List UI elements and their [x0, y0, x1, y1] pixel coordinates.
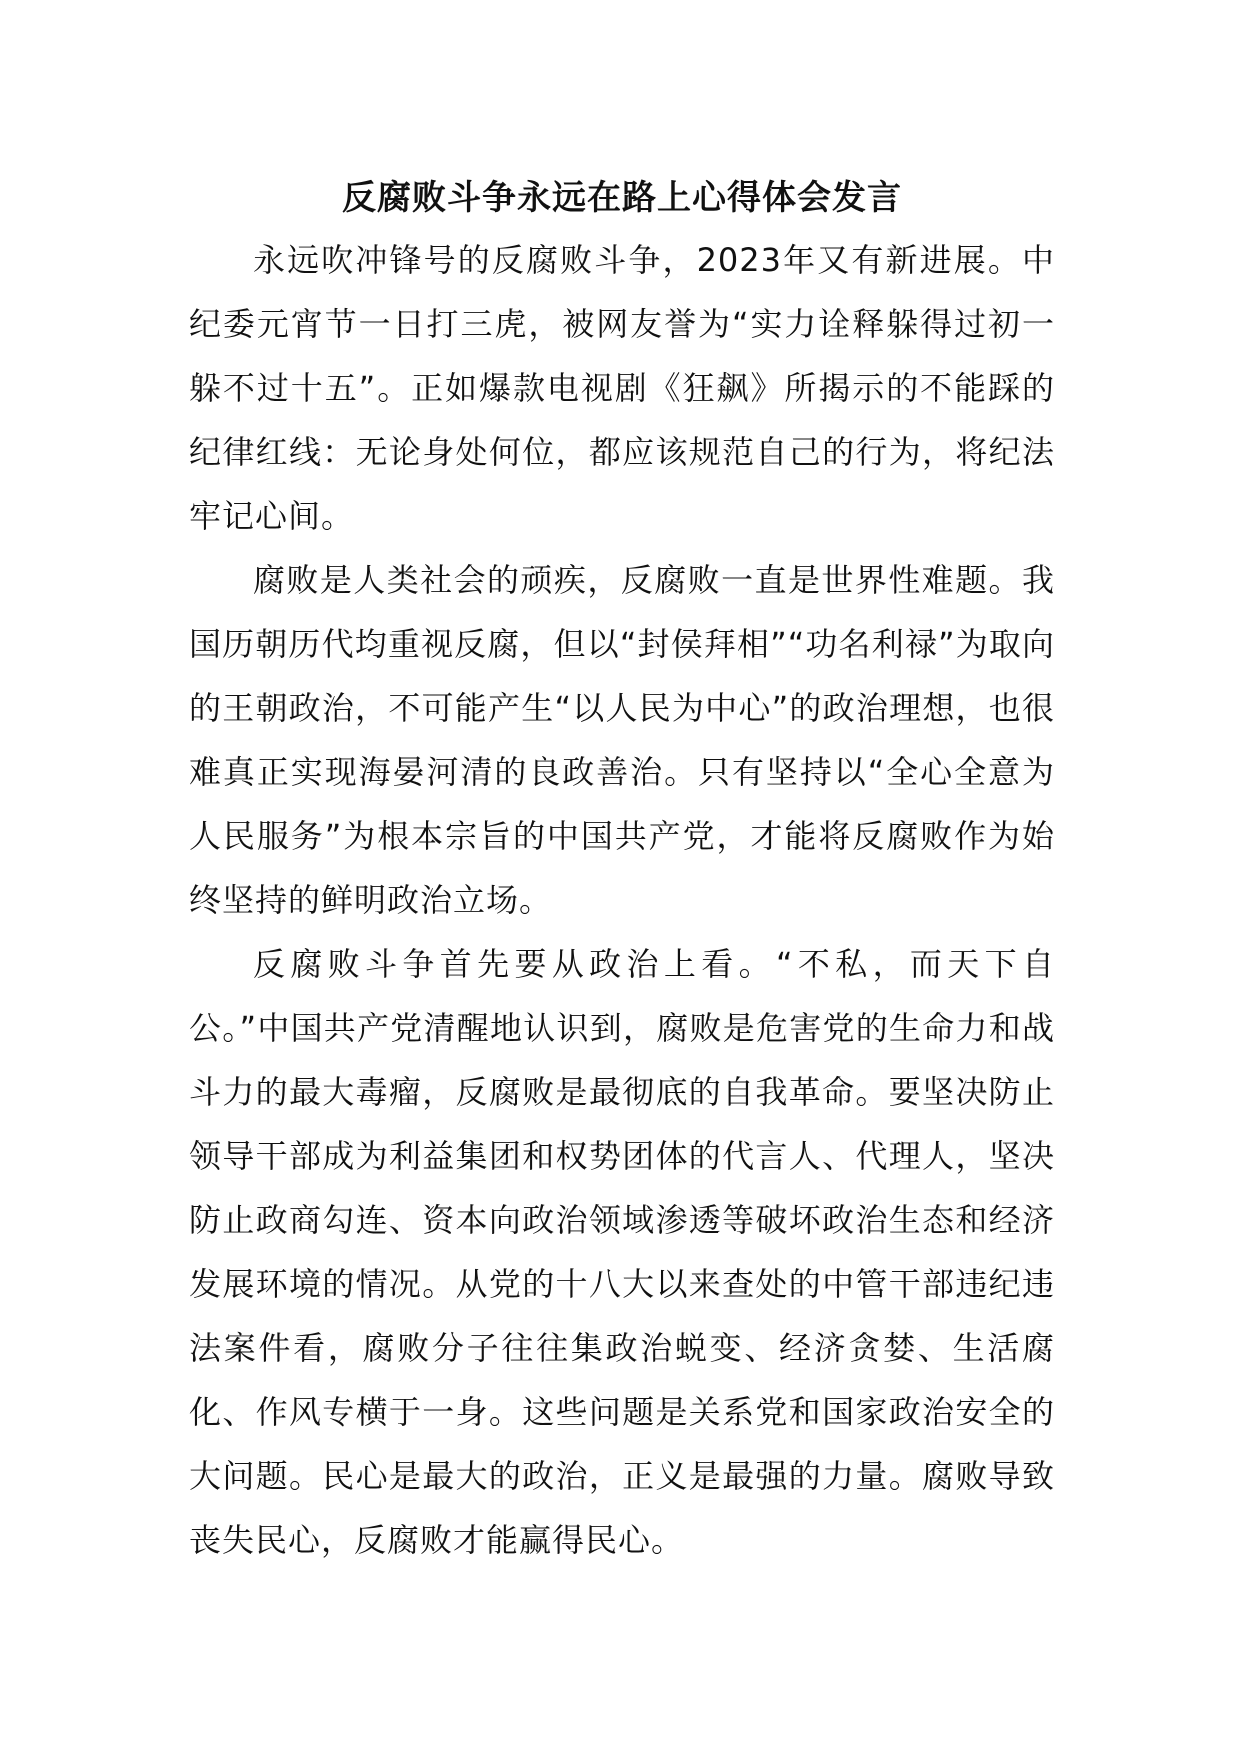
paragraph-3: 反腐败斗争首先要从政治上看。“不私，而天下自公。”中国共产党清醒地认识到，腐败是危害党的生命力和战斗力的最大毒瘤，反腐败是最彻底的自我革命。要坚决防止领导干部成为利益集团和权势团体的代言人、代理人，坚决防止政商勾连、资本向政治领域渗透等破坏政治生态和经济发展环境的情况。从党的十八大以来查处的中管干部违纪违法案件看，腐败分子往往集政治蜕变、经济贪婪、生活腐化、作风专横于一身。这些问题是关系党和国家政治安全的大问题。民心是最大的政治，正义是最强的力量。腐败导致丧失民心，反腐败才能赢得民心。	[189, 945, 1055, 1559]
paragraph-1: 永远吹冲锋号的反腐败斗争，2023年又有新进展。中纪委元宵节一日打三虎，被网友誉为“实力诠释躲得过初一躲不过十五”。正如爆款电视剧《狂飙》所揭示的不能踩的纪律红线：无论身处何位，都应该规范自己的行为，将纪法牢记心间。	[189, 241, 1055, 535]
paragraph-2: 腐败是人类社会的顽疾，反腐败一直是世界性难题。我国历朝历代均重视反腐，但以“封侯拜相”“功名利禄”为取向的王朝政治，不可能产生“以人民为中心”的政治理想，也很难真正实现海晏河清的良政善治。只有坚持以“全心全意为人民服务”为根本宗旨的中国共产党，才能将反腐败作为始终坚持的鲜明政治立场。	[189, 561, 1055, 919]
document-page	[189, 168, 1055, 1572]
document-title: 反腐败斗争永远在路上心得体会发言	[342, 178, 902, 218]
